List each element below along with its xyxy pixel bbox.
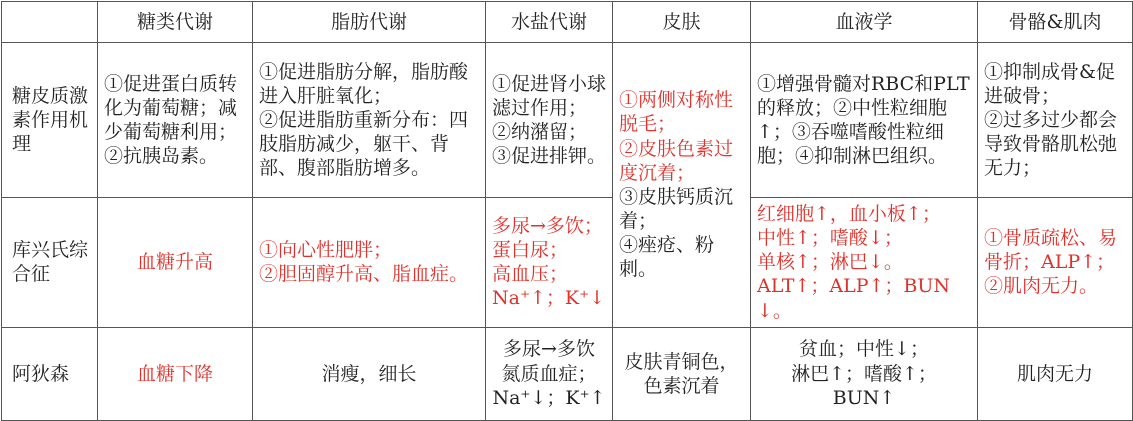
- cell-text-line: 色素沉着: [643, 374, 720, 397]
- cell-text-line: ②纳潴留；: [492, 121, 588, 143]
- cell-text-line: 氮质血症；: [501, 362, 597, 385]
- cell-text-line: 淋巴↑；嗜酸↑；: [791, 362, 937, 385]
- table-cell: [978, 43, 1133, 198]
- table-row-addison-disease: [2, 327, 1133, 420]
- table-cell: [751, 43, 978, 198]
- table-cell: [978, 198, 1133, 328]
- cell-text-line: ALT↑；ALP↑；BUN↓。: [757, 275, 951, 322]
- header-row: [2, 2, 1133, 43]
- cell-text-line: 皮肤青铜色，: [624, 350, 739, 373]
- row-header: 库兴氏综合征: [2, 198, 98, 328]
- cell-text-line: ①增强骨髓对RBC和PLT的释放；②中性粒细胞↑；③吞噬嗜酸性粒细胞；④抑制淋巴组织。: [757, 72, 970, 168]
- column-header-water-salt-metabolism: 水盐代谢: [486, 2, 613, 43]
- cell-text-line: 消瘦，细长: [321, 362, 417, 385]
- cell-text-line: ③皮肤钙质沉着；: [619, 185, 734, 232]
- table-cell: [98, 43, 253, 198]
- corner-cell: [2, 2, 98, 43]
- table-cell: [253, 198, 486, 328]
- cell-text-line: 多尿→多饮: [503, 338, 595, 361]
- row-header: 阿狄森: [2, 327, 98, 420]
- cell-text-line: 红细胞↑，血小板↑；: [757, 203, 941, 225]
- cell-text-line: 蛋白尿；: [492, 239, 569, 262]
- cell-text-line: ②抗胰岛素。: [104, 145, 219, 168]
- table-row-cushing-syndrome: [2, 198, 1133, 328]
- cell-text-line: 单核↑；淋巴↓。: [757, 251, 903, 274]
- cell-text-line: 多尿→多饮；: [492, 215, 603, 238]
- cell-text-line: ①抑制成骨&促进破骨；: [984, 60, 1115, 107]
- table-cell: [751, 327, 978, 420]
- cell-text-line: ④痤疮、粉刺。: [619, 234, 715, 281]
- table-cell: [751, 198, 978, 328]
- column-header-skin: 皮肤: [613, 2, 751, 43]
- column-header-carbohydrate-metabolism: 糖类代谢: [98, 2, 253, 43]
- cell-text-line: 中性↑；嗜酸↓；: [757, 227, 903, 250]
- cell-text-line: 血糖下降: [136, 362, 213, 385]
- table-cell: [486, 198, 613, 328]
- column-header-fat-metabolism: 脂肪代谢: [253, 2, 486, 43]
- cell-text-line: ②过多过少都会导致骨骼肌松弛无力；: [984, 108, 1118, 180]
- table-cell: [98, 327, 253, 420]
- cell-text-line: 肌肉无力: [1016, 362, 1093, 385]
- table-cell: [98, 198, 253, 328]
- cell-text-line: ①促进脂肪分解，脂肪酸进入肝脏氧化；: [259, 60, 469, 107]
- cell-text-line: ①促进蛋白质转化为葡萄糖；减少葡萄糖利用；: [104, 72, 238, 143]
- column-header-hematology: 血液学: [751, 2, 978, 43]
- cell-text-line: Na⁺↓；K⁺↑: [492, 386, 606, 409]
- cell-text-line: ①促进肾小球滤过作用；: [492, 72, 607, 119]
- table-cell: [613, 43, 751, 328]
- row-header: 糖皮质激素作用机理: [2, 43, 98, 198]
- cell-text-line: ②促进脂肪重新分布：四肢脂肪减少，躯干、背部、腹部脂肪增多。: [259, 108, 469, 180]
- cell-text-line: ①骨质疏松、易骨折；ALP↑；: [984, 227, 1118, 274]
- column-header-bone-muscle: 骨骼&肌肉: [978, 2, 1133, 43]
- cell-text-line: ②胆固醇升高、脂血症。: [259, 263, 469, 286]
- table-cell: [253, 43, 486, 198]
- cell-text-line: ①两侧对称性脱毛；: [619, 89, 734, 136]
- table-cell: [253, 327, 486, 420]
- table-cell: [613, 327, 751, 420]
- table-cell: [486, 43, 613, 198]
- cell-text-line: 血糖升高: [136, 251, 213, 274]
- cell-text-line: BUN↑: [832, 386, 896, 409]
- cell-text-line: ③促进排钾。: [492, 145, 607, 168]
- cell-text-line: ②肌肉无力。: [984, 275, 1099, 298]
- table-row-glucocorticoid-mechanism: [2, 43, 1133, 198]
- cell-text-line: ②皮肤色素过度沉着；: [619, 137, 734, 184]
- table-cell: [486, 327, 613, 420]
- cell-text-line: 高血压；: [492, 263, 569, 286]
- cell-text-line: 贫血；中性↓；: [799, 338, 929, 361]
- cell-text-line: Na⁺↑；K⁺↓: [492, 287, 606, 310]
- table-cell: [978, 327, 1133, 420]
- comparison-table: [1, 1, 1133, 421]
- cell-text-line: ①向心性肥胖；: [259, 239, 393, 262]
